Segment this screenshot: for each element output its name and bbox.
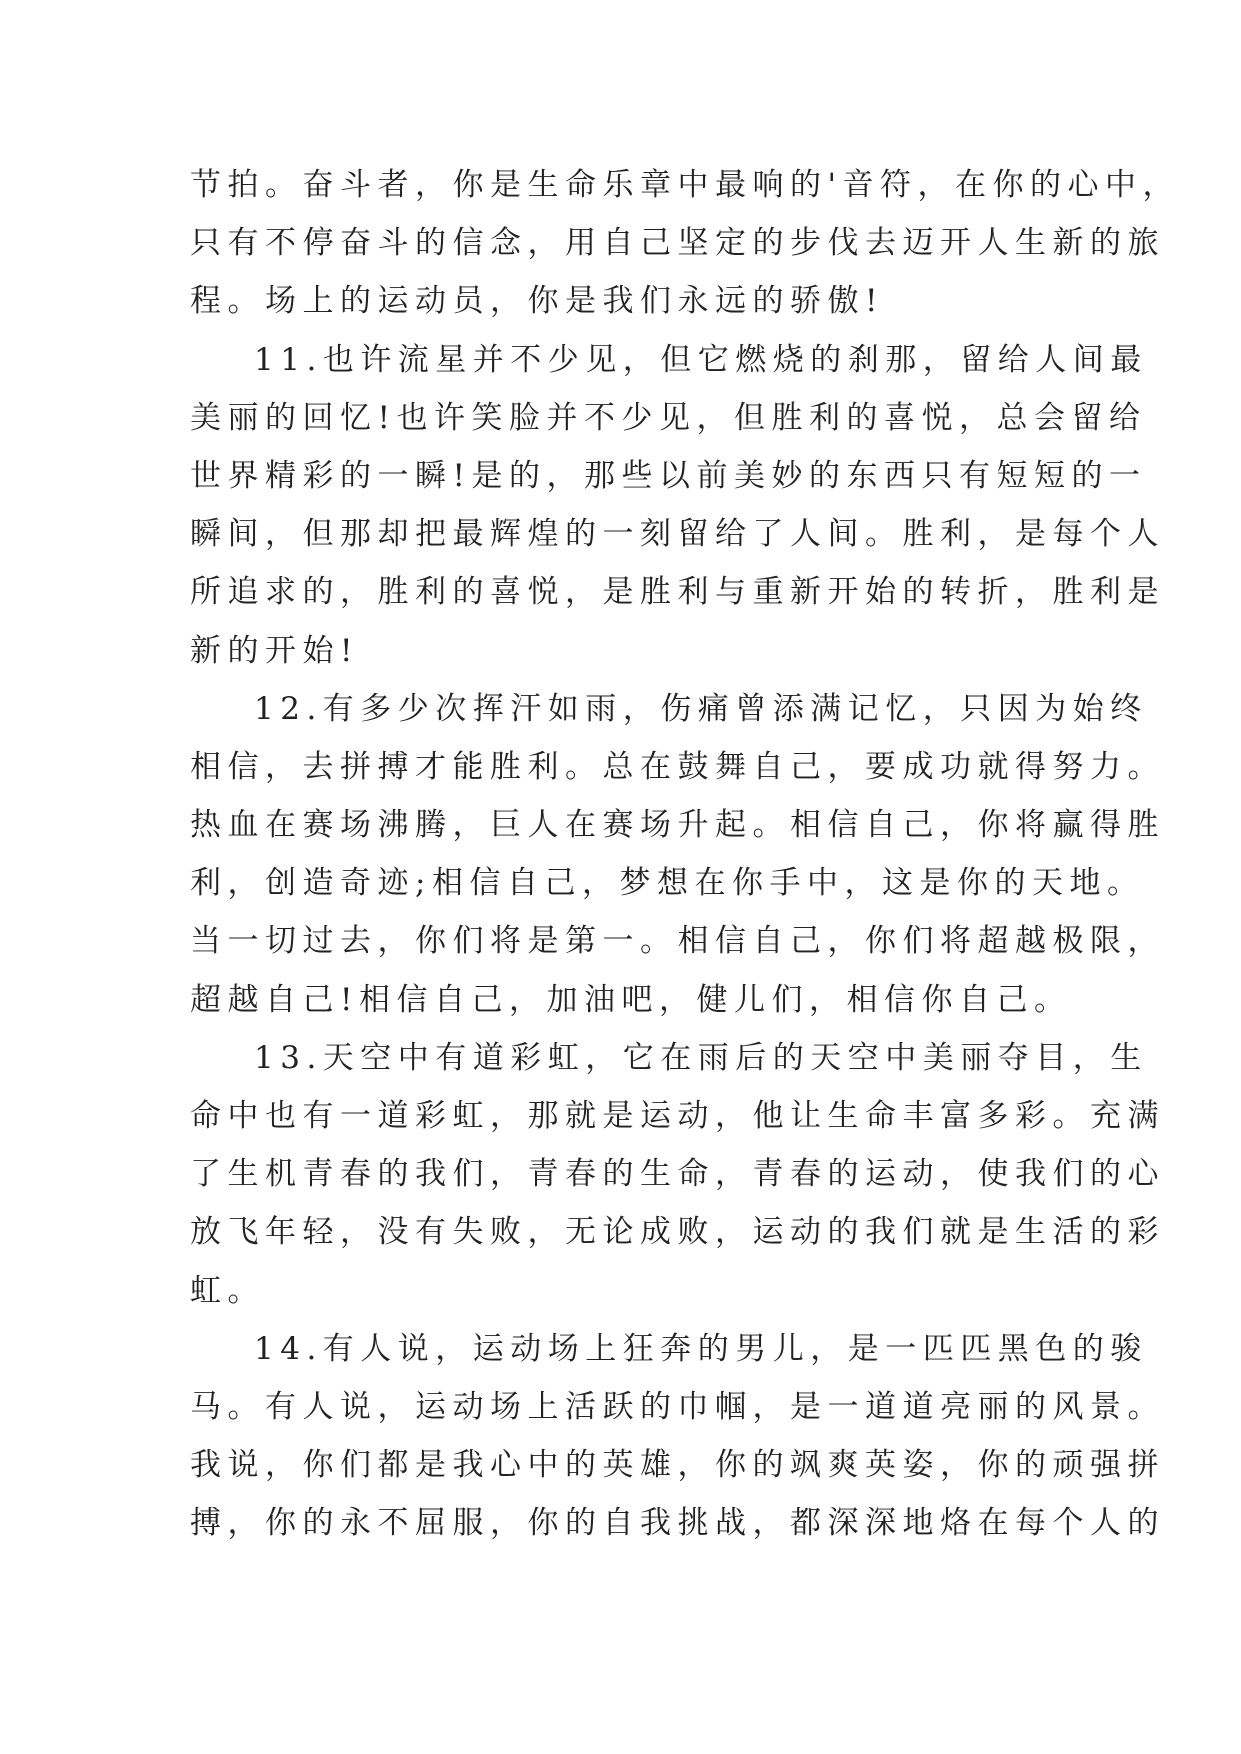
text-line: 了生机青春的我们，青春的生命，青春的运动，使我们的心 (190, 1156, 1165, 1193)
paragraph-13 (190, 1029, 1165, 1320)
text-line: 我说，你们都是我心中的英雄，你的飒爽英姿，你的顽强拼 (190, 1447, 1165, 1484)
text-line: 超越自己!相信自己，加油吧，健儿们，相信你自己。 (190, 981, 1072, 1018)
text-line: 节拍。奋斗者，你是生命乐章中最响的'音符，在你的心中， (190, 167, 1181, 203)
text-line: 美丽的回忆!也许笑脸并不少见，但胜利的喜悦，总会留给 (190, 399, 1147, 436)
document-body (190, 156, 1181, 1553)
paragraph-11 (190, 331, 1165, 680)
text-line: 虹。 (190, 1272, 265, 1309)
text-line: 14.有人说，运动场上狂奔的男儿，是一匹匹黑色的骏 (254, 1330, 1148, 1367)
paragraph-12 (190, 680, 1165, 1029)
text-line: 利，创造奇迹;相信自己，梦想在你手中，这是你的天地。 (190, 865, 1145, 902)
text-line: 瞬间，但那却把最辉煌的一刻留给了人间。胜利，是每个人 (190, 516, 1165, 553)
text-line: 世界精彩的一瞬!是的，那些以前美妙的东西只有短短的一 (190, 457, 1147, 494)
paragraph-14 (190, 1320, 1165, 1553)
text-line: 马。有人说，运动场上活跃的巾帼，是一道道亮丽的风景。 (190, 1388, 1165, 1425)
text-line: 只有不停奋斗的信念，用自己坚定的步伐去迈开人生新的旅 (190, 225, 1165, 262)
text-line: 13.天空中有道彩虹，它在雨后的天空中美丽夺目，生 (254, 1039, 1148, 1076)
text-line: 12.有多少次挥汗如雨，伤痛曾添满记忆，只因为始终 (254, 690, 1148, 727)
text-line: 放飞年轻，没有失败，无论成败，运动的我们就是生活的彩 (190, 1214, 1165, 1251)
text-line: 所追求的，胜利的喜悦，是胜利与重新开始的转折，胜利是 (190, 574, 1165, 611)
text-line: 命中也有一道彩虹，那就是运动，他让生命丰富多彩。充满 (190, 1098, 1165, 1134)
text-line: 搏，你的永不屈服，你的自我挑战，都深深地烙在每个人的 (190, 1505, 1165, 1542)
text-line: 11.也许流星并不少见，但它燃烧的刹那，留给人间最 (254, 341, 1148, 378)
text-line: 新的开始! (190, 632, 359, 669)
text-line: 当一切过去，你们将是第一。相信自己，你们将超越极限， (190, 923, 1165, 960)
text-line: 热血在赛场沸腾，巨人在赛场升起。相信自己，你将赢得胜 (190, 807, 1165, 844)
paragraph-continued (190, 156, 1181, 331)
text-line: 程。场上的运动员，你是我们永远的骄傲! (190, 283, 884, 320)
text-line: 相信，去拼搏才能胜利。总在鼓舞自己，要成功就得努力。 (190, 748, 1165, 785)
